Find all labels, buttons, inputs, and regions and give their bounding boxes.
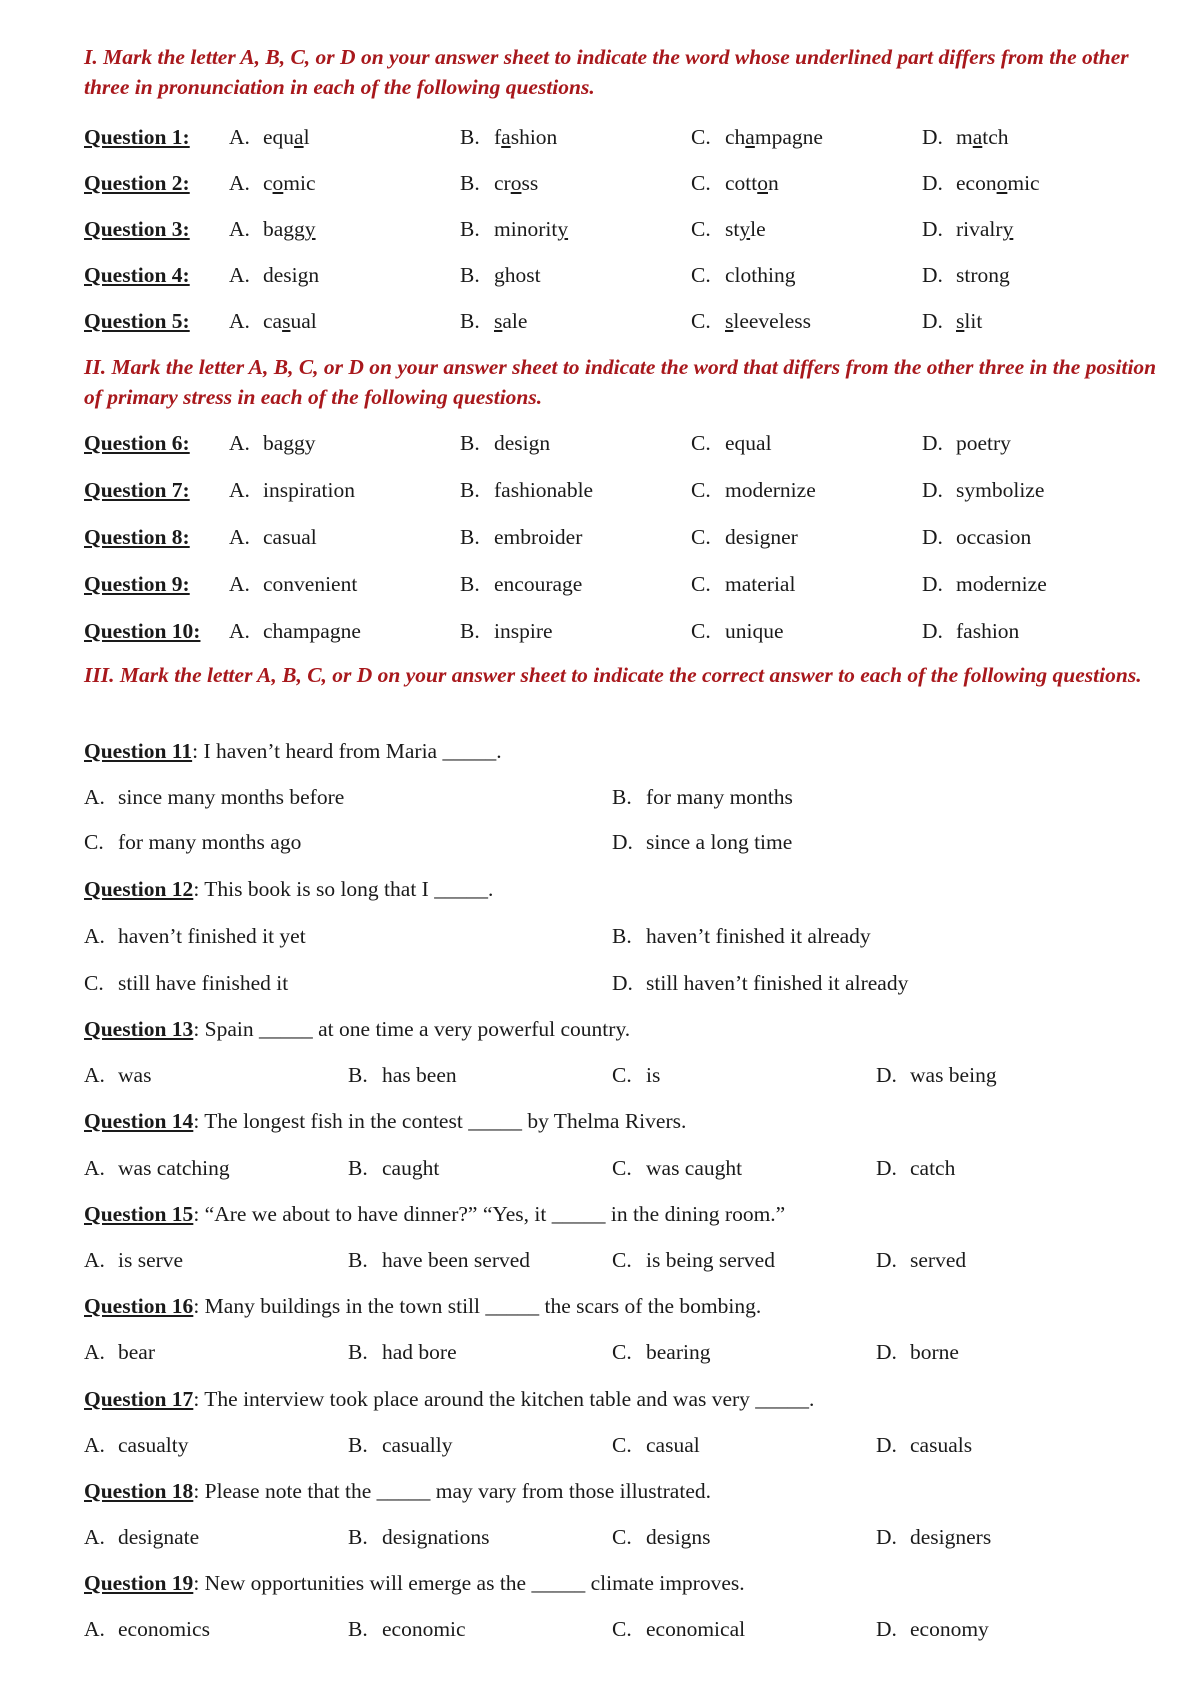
section-1-title: I. Mark the letter A, B, C, or D on your answer sheet to indicate the word whose underlined part differs from the other three in pronunciation in each of the following questions. xyxy=(84,45,1129,99)
option-c[interactable]: C. bearing xyxy=(612,1340,711,1364)
question-11-options-ab xyxy=(84,782,1164,812)
option-a[interactable]: A. is serve xyxy=(84,1248,184,1272)
option-b[interactable]: B. cross xyxy=(460,171,539,195)
option-d[interactable]: D. was being xyxy=(876,1063,997,1087)
question-label: Question 5: xyxy=(84,309,190,333)
option-b[interactable]: B. for many months xyxy=(612,785,793,809)
question-label: Question 9: xyxy=(84,572,190,596)
option-c[interactable]: C. was caught xyxy=(612,1156,743,1180)
option-c[interactable]: C. still have finished it xyxy=(84,971,289,995)
option-a[interactable]: A. inspiration xyxy=(229,478,355,502)
option-a[interactable]: A. comic xyxy=(229,171,316,195)
option-d[interactable]: D. modernize xyxy=(922,572,1047,596)
question-17-options xyxy=(84,1430,1164,1460)
option-c[interactable]: C. casual xyxy=(612,1433,700,1457)
option-a[interactable]: A. baggy xyxy=(229,217,316,241)
option-d[interactable]: D. served xyxy=(876,1248,967,1272)
question-9-row xyxy=(84,569,1164,599)
question-7-row xyxy=(84,475,1164,505)
question-4-row xyxy=(84,260,1164,290)
option-b[interactable]: B. fashionable xyxy=(460,478,594,502)
question-6-row xyxy=(84,428,1164,458)
option-b[interactable]: B. has been xyxy=(348,1063,457,1087)
question-5-row xyxy=(84,306,1164,336)
option-d[interactable]: D. since a long time xyxy=(612,830,793,854)
question-label: Question 8: xyxy=(84,525,190,549)
option-b[interactable]: B. economic xyxy=(348,1617,466,1641)
question-11-options-cd xyxy=(84,827,1164,857)
option-a[interactable]: A. haven’t finished it yet xyxy=(84,924,306,948)
section-3-title: III. Mark the letter A, B, C, or D on your answer sheet to indicate the correct answer to each of the following questions. xyxy=(84,663,1142,687)
question-2-row xyxy=(84,168,1164,198)
option-b[interactable]: B. ghost xyxy=(460,263,541,287)
question-16-options xyxy=(84,1337,1164,1367)
question-label: Question 6: xyxy=(84,431,190,455)
option-d[interactable]: D. poetry xyxy=(922,431,1011,455)
question-15-stem: Question 15: “Are we about to have dinner?” “Yes, it _____ in the dining room.” xyxy=(84,1202,786,1226)
option-c[interactable]: C. material xyxy=(691,572,796,596)
question-8-row xyxy=(84,522,1164,552)
option-b[interactable]: B. design xyxy=(460,431,551,455)
question-16-stem: Question 16: Many buildings in the town still _____ the scars of the bombing. xyxy=(84,1294,762,1318)
option-c[interactable]: C. for many months ago xyxy=(84,830,302,854)
option-b[interactable]: B. have been served xyxy=(348,1248,531,1272)
option-b[interactable]: B. casually xyxy=(348,1433,453,1457)
option-a[interactable]: A. designate xyxy=(84,1525,200,1549)
question-18-stem: Question 18: Please note that the _____ may vary from those illustrated. xyxy=(84,1479,711,1503)
option-a[interactable]: A. economics xyxy=(84,1617,210,1641)
option-b[interactable]: B. caught xyxy=(348,1156,440,1180)
option-c[interactable]: C. is being served xyxy=(612,1248,775,1272)
option-a[interactable]: A. champagne xyxy=(229,619,361,643)
option-d[interactable]: D. economy xyxy=(876,1617,989,1641)
option-c[interactable]: C. equal xyxy=(691,431,772,455)
option-b[interactable]: B. had bore xyxy=(348,1340,457,1364)
option-d[interactable]: D. occasion xyxy=(922,525,1032,549)
question-label: Question 4: xyxy=(84,263,190,287)
option-a[interactable]: A. equal xyxy=(229,125,310,149)
option-c[interactable]: C. designer xyxy=(691,525,798,549)
option-d[interactable]: D. casuals xyxy=(876,1433,973,1457)
question-label: Question 3: xyxy=(84,217,190,241)
option-c[interactable]: C. champagne xyxy=(691,125,823,149)
option-a[interactable]: A. design xyxy=(229,263,320,287)
option-b[interactable]: B. minority xyxy=(460,217,569,241)
option-b[interactable]: B. designations xyxy=(348,1525,490,1549)
question-12-options-ab xyxy=(84,921,1164,951)
option-d[interactable]: D. designers xyxy=(876,1525,992,1549)
option-c[interactable]: C. economical xyxy=(612,1617,746,1641)
question-3-row xyxy=(84,214,1164,244)
option-b[interactable]: B. sale xyxy=(460,309,528,333)
question-19-stem: Question 19: New opportunities will emerge as the _____ climate improves. xyxy=(84,1571,745,1595)
option-c[interactable]: C. is xyxy=(612,1063,661,1087)
option-a[interactable]: A. convenient xyxy=(229,572,358,596)
option-b[interactable]: B. fashion xyxy=(460,125,558,149)
option-c[interactable]: C. clothing xyxy=(691,263,796,287)
question-18-options xyxy=(84,1522,1164,1552)
option-a[interactable]: A. was catching xyxy=(84,1156,230,1180)
question-13-stem: Question 13: Spain _____ at one time a very powerful country. xyxy=(84,1017,631,1041)
option-a[interactable]: A. casual xyxy=(229,309,317,333)
question-15-options xyxy=(84,1245,1164,1275)
option-c[interactable]: C. style xyxy=(691,217,766,241)
option-a[interactable]: A. since many months before xyxy=(84,785,345,809)
option-d[interactable]: D. still haven’t finished it already xyxy=(612,971,909,995)
question-12-stem: Question 12: This book is so long that I _____. xyxy=(84,877,494,901)
option-d[interactable]: D. catch xyxy=(876,1156,956,1180)
question-14-stem: Question 14: The longest fish in the contest _____ by Thelma Rivers. xyxy=(84,1109,687,1133)
option-a[interactable]: A. was xyxy=(84,1063,152,1087)
option-c[interactable]: C. cotton xyxy=(691,171,779,195)
question-17-stem: Question 17: The interview took place around the kitchen table and was very _____. xyxy=(84,1387,815,1411)
option-a[interactable]: A. casualty xyxy=(84,1433,189,1457)
option-d[interactable]: D. symbolize xyxy=(922,478,1045,502)
question-11-stem: Question 11: I haven’t heard from Maria _____. xyxy=(84,739,502,763)
section-2-title: II. Mark the letter A, B, C, or D on your answer sheet to indicate the word that differs from the other three in the position of primary stress in each of the following questions. xyxy=(84,355,1157,409)
question-label: Question 2: xyxy=(84,171,190,195)
option-b[interactable]: B. encourage xyxy=(460,572,583,596)
option-a[interactable]: A. casual xyxy=(229,525,317,549)
option-d[interactable]: D. fashion xyxy=(922,619,1020,643)
option-d[interactable]: D. economic xyxy=(922,171,1040,195)
option-b[interactable]: B. haven’t finished it already xyxy=(612,924,871,948)
option-c[interactable]: C. sleeveless xyxy=(691,309,811,333)
question-1-row xyxy=(84,122,1164,152)
option-b[interactable]: B. embroider xyxy=(460,525,583,549)
option-a[interactable]: A. bear xyxy=(84,1340,155,1364)
option-c[interactable]: C. modernize xyxy=(691,478,816,502)
option-d[interactable]: D. strong xyxy=(922,263,1010,287)
option-d[interactable]: D. borne xyxy=(876,1340,959,1364)
option-d[interactable]: D. slit xyxy=(922,309,983,333)
option-a[interactable]: A. baggy xyxy=(229,431,316,455)
option-c[interactable]: C. unique xyxy=(691,619,784,643)
option-c[interactable]: C. designs xyxy=(612,1525,711,1549)
question-label: Question 1: xyxy=(84,125,190,149)
question-13-options xyxy=(84,1060,1164,1090)
question-19-options xyxy=(84,1614,1164,1644)
question-10-row xyxy=(84,616,1164,646)
question-12-options-cd xyxy=(84,968,1164,998)
option-d[interactable]: D. match xyxy=(922,125,1009,149)
option-d[interactable]: D. rivalry xyxy=(922,217,1014,241)
question-14-options xyxy=(84,1153,1164,1183)
question-label: Question 10: xyxy=(84,619,201,643)
question-label: Question 7: xyxy=(84,478,190,502)
option-b[interactable]: B. inspire xyxy=(460,619,553,643)
